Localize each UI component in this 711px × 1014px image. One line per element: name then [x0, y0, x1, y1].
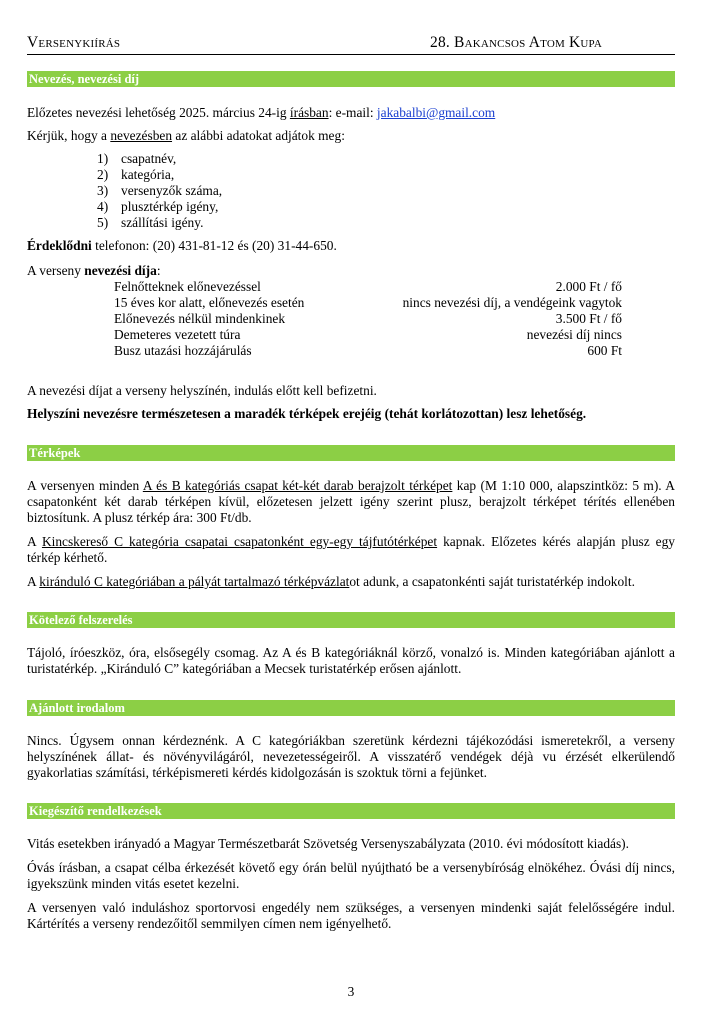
maps-paragraph-2: [27, 534, 675, 566]
maps-p1-text: A versenyen minden: [27, 478, 143, 493]
list-item: [97, 183, 222, 199]
fee-value: nincs nevezési díj, a vendégeink vagytok: [402, 295, 622, 310]
fee-intro-text: A verseny: [27, 263, 85, 278]
maps-p3-underlined: kiránduló C kategóriában a pályát tartalmazó térképvázlat: [39, 574, 350, 589]
maps-p1-underlined: A és B kategóriás csapat két-két darab berajzolt térképet: [142, 478, 453, 493]
prereg-written: írásban: [289, 105, 329, 120]
list-number: 5): [97, 215, 109, 230]
ask-paragraph: [27, 128, 675, 144]
extra-paragraph-2: Óvás írásban, a csapat célba érkezését követő egy órán belül nyújtható be a versenybíróság elnökéhez. Óvási díj nincs, igyekszünk minden vitás esetet kezelni.: [27, 860, 675, 891]
fee-label: Felnőtteknek előnevezéssel: [114, 279, 261, 294]
fee-label: Előnevezés nélkül mindenkinek: [114, 311, 286, 326]
ask-text: Kérjük, hogy a: [27, 128, 111, 143]
ask-underlined: nevezésben: [110, 128, 173, 143]
list-number: 2): [97, 167, 109, 182]
email-link[interactable]: jakabalbi@gmail.com: [376, 105, 496, 120]
phone-text: telefonon: (20) 431-81-12 és (20) 31-44-650.: [91, 238, 337, 253]
phone-bold: Érdeklődni: [27, 238, 92, 253]
list-text: versenyzők száma,: [121, 183, 223, 198]
fee-value: nevezési díj nincs: [526, 327, 622, 342]
list-number: 4): [97, 199, 109, 214]
section-heading-entry: Nevezés, nevezési díj: [27, 71, 675, 87]
extra-paragraph-3: A versenyen való induláshoz sportorvosi engedély nem szükséges, a versenyen mindenki saját felelősségére indul. Kártérítés a verseny rendezőitől semmilyen címen nem igényelhető.: [27, 900, 675, 931]
page-number: 3: [347, 984, 355, 999]
onsite-note: Helyszíni nevezésre természetesen a maradék térképek erejéig (tehát korlátozottan) lesz lehetőség.: [27, 406, 587, 421]
literature-paragraph: Nincs. Úgysem onnan kérdeznénk. A C kategóriákban szeretünk kérdezni tájékozódási ismeretekről, a verseny helyszínének állat- és növényvilágáról, nevezetességeiről. A visszatérő vendégek déjà vu érzését elkerülendő gyakorlatias számítási, térképismereti kérdés kidolgozásán is szoktuk törni a fejünket.: [27, 733, 675, 780]
list-item: [97, 167, 222, 183]
list-number: 1): [97, 151, 109, 166]
fee-label: 15 éves kor alatt, előnevezés esetén: [114, 295, 305, 310]
maps-paragraph-3: [27, 574, 675, 590]
fee-row: [114, 343, 622, 359]
page-header: [27, 32, 675, 55]
fee-row: [114, 279, 622, 295]
header-right-title: 28. Bakancsos Atom Kupa: [430, 34, 603, 51]
ask-text-end: az alábbi adatokat adjátok meg:: [172, 128, 345, 143]
list-item: [97, 151, 222, 167]
fee-label: Demeteres vezetett túra: [114, 327, 241, 342]
maps-p3-text-end: ot adunk, a csapatonkénti saját turistatérkép indokolt.: [349, 574, 635, 589]
list-item: [97, 215, 222, 231]
gear-paragraph: Tájoló, íróeszköz, óra, elsősegély csomag. Az A és B kategóriáknál körző, vonalzó is. Minden kategóriában ajánlott a turistatérkép. „Kiránduló C” kategóriában a Mecsek turistatérkép erősen ajánlott.: [27, 645, 675, 676]
fee-value: 2.000 Ft / fő: [555, 279, 622, 294]
maps-p1-text-end: kap (M 1:10 000, alapszintköz: 5 m). A csapatonként két darab térképen kívül, előzetesen jelzett igény szerint plusz, berajzolt térképet térítés ellenében biztosítunk. A plusz térkép ára: 300 Ft/db.: [27, 478, 675, 525]
prereg-email-label: : e-mail:: [328, 105, 377, 120]
prereg-paragraph: [27, 105, 675, 121]
fee-intro-bold: nevezési díja: [84, 263, 157, 278]
fee-row: [114, 295, 622, 311]
fee-intro: [27, 263, 675, 279]
list-item: [97, 199, 222, 215]
list-text: kategória,: [121, 167, 175, 182]
section-heading-literature: Ajánlott irodalom: [27, 700, 675, 716]
fee-value: 600 Ft: [587, 343, 622, 358]
list-number: 3): [97, 183, 109, 198]
fee-row: [114, 311, 622, 327]
list-text: plusztérkép igény,: [121, 199, 219, 214]
fee-intro-colon: :: [156, 263, 161, 278]
list-text: szállítási igény.: [121, 215, 204, 230]
header-left-title: Versenykiírás: [27, 34, 121, 51]
maps-paragraph-1: [27, 478, 675, 526]
fee-value: 3.500 Ft / fő: [555, 311, 622, 326]
section-heading-gear: Kötelező felszerelés: [27, 612, 675, 628]
maps-p3-text: A: [27, 574, 40, 589]
prereg-text: Előzetes nevezési lehetőség 2025. március 24-ig: [27, 105, 290, 120]
fee-label: Busz utazási hozzájárulás: [114, 343, 252, 358]
list-text: csapatnév,: [121, 151, 177, 166]
phone-paragraph: [27, 238, 675, 254]
section-heading-extra: Kiegészítő rendelkezések: [27, 803, 675, 819]
maps-p2-text: A: [27, 534, 42, 549]
fee-row: [114, 327, 622, 343]
maps-p2-text-end: kapnak. Előzetes kérés alapján plusz egy térkép kérhető.: [27, 534, 675, 565]
extra-paragraph-1: Vitás esetekben irányadó a Magyar Természetbarát Szövetség Versenyszabályzata (2010. évi módosított kiadás).: [27, 836, 629, 851]
maps-p2-underlined: Kincskereső C kategória csapatai csapatonként egy-egy tájfutótérképet: [41, 534, 438, 549]
section-heading-maps: Térképek: [27, 445, 675, 461]
required-data-list: [97, 151, 222, 231]
payment-note: A nevezési díjat a verseny helyszínén, indulás előtt kell befizetni.: [27, 383, 377, 398]
